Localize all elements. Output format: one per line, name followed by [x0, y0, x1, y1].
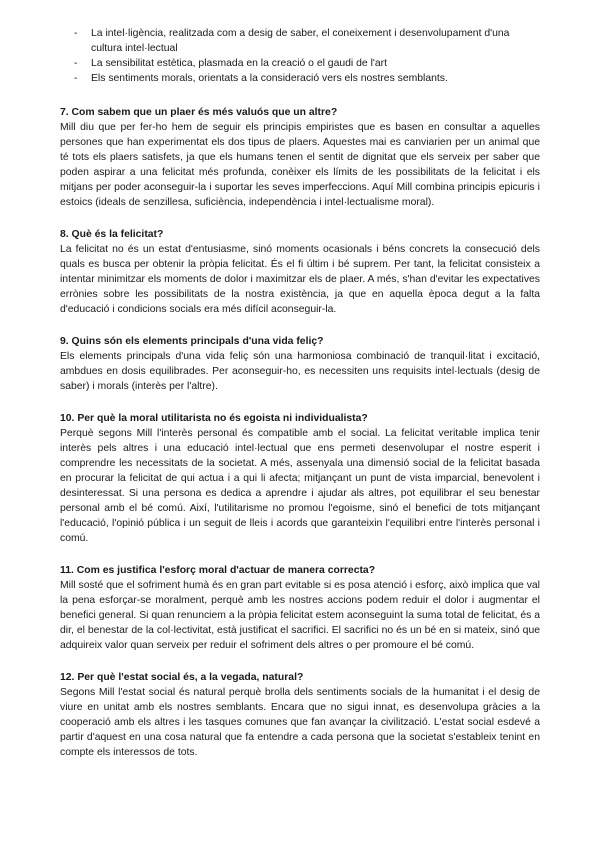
- section-question-11: [60, 563, 540, 653]
- section-heading: 10. Per què la moral utilitarista no és egoista ni individualista?: [60, 413, 368, 424]
- section-heading: 11. Com es justifica l'esforç moral d'actuar de manera correcta?: [60, 565, 376, 576]
- section-question-7: [60, 105, 540, 210]
- bullet-dash: -: [74, 58, 78, 69]
- bullet-list: [60, 26, 540, 86]
- section-heading: 9. Quins són els elements principals d'una vida feliç?: [60, 336, 324, 347]
- section-heading: 7. Com sabem que un plaer és més valuós que un altre?: [60, 107, 338, 118]
- section-question-12: [60, 670, 540, 760]
- section-question-10: [60, 411, 540, 546]
- section-heading: 8. Què és la felicitat?: [60, 229, 164, 240]
- list-item: [60, 56, 540, 71]
- section-body: Segons Mill l'estat social és natural perquè brolla dels sentiments socials de la humanitat i el desig de viure en unitat amb els nostres semblants. Encara que no sigui innat, es desenvolupa gràcies a la cooperació amb els altres i les tasques comunes que fan avançar la civilització. L'estat social esdevé a partir d'aquest en una cosa natural que fa entendre a cada persona que la societat s'estableix tenint en compte els interessos de tots.: [60, 687, 540, 758]
- bullet-text: La intel·ligència, realitzada com a desig de saber, el coneixement i desenvolupament d'una cultura intel·lectual: [91, 28, 510, 54]
- bullet-dash: -: [74, 73, 78, 84]
- section-body: Perquè segons Mill l'interès personal és compatible amb el social. La felicitat veritable implica tenir interès pels altres i una educació intel·lectual que ens permeti desenvolupar el nostre esperit i comprendre les necessitats de la societat. A més, assenyala una dimensió social de la felicitat basada en procurar la felicitat de qui actua i a qui li afecta; mitjançant un punt de vista imparcial, benevolent i desinteressat. Si una persona es dedica a aprendre i ajudar als altres, pot equilibrar el seu benestar personal amb el bé comú. Així, l'utilitarisme no promou l'egoisme, sinó el benefici de tots mitjançant l'educació, l'opinió pública i un seguit de lleis i acords que garanteixin l'equilibri entre l'interès personal i comú.: [60, 428, 540, 544]
- section-body: Mill sosté que el sofriment humà és en gran part evitable si es posa atenció i esforç, això implica que val la pena esforçar-se moralment, perquè amb les nostres accions podem reduir el dolor i augmentar el benefici general. Si quan renunciem a la pròpia felicitat estem aconseguint la suma total de felicitat, és a dir, el benestar de la col·lectivitat, està justificat el sacrifici. El sacrifici no és un bé en si mateix, sinó que adquireix valor quan serveix per reduir el sofriment dels altres o per promoure el bé comú.: [60, 580, 540, 651]
- bullet-text: Els sentiments morals, orientats a la consideració vers els nostres semblants.: [91, 73, 448, 84]
- section-body: Els elements principals d'una vida feliç són una harmoniosa combinació de tranquil·litat i excitació, ambdues en dosis equilibrades. Per aconseguir-ho, es necessiten uns requisits intel·lectuals (desig de saber) i morals (interès per l'altre).: [60, 351, 540, 392]
- list-item: [60, 26, 540, 56]
- section-question-8: [60, 227, 540, 317]
- section-heading: 12. Per què l'estat social és, a la vegada, natural?: [60, 672, 304, 683]
- section-question-9: [60, 334, 540, 394]
- bullet-dash: -: [74, 28, 78, 39]
- section-body: La felicitat no és un estat d'entusiasme, sinó moments ocasionals i béns concrets la consecució dels quals es busca per obtenir la pròpia felicitat. És el fi últim i bé suprem. Per tant, la felicitat consisteix a intentar minimitzar els moments de dolor i maximitzar els de plaer. A més, s'han d'evitar les expectatives errònies sobre les possibilitats de la nostra existència, ja que en aquella època degut a la falta d'educació i condicions socials era més difícil aconseguir-la.: [60, 244, 540, 315]
- bullet-text: La sensibilitat estètica, plasmada en la creació o el gaudi de l'art: [91, 58, 387, 69]
- section-body: Mill diu que per fer-ho hem de seguir els principis empiristes que es basen en consultar a aquelles persones que han experimentat els dos tipus de plaers. Aquestes mai es canviarien per un animal que té tots els plaers satisfets, ja que els humans tenen el sentit de dignitat que els serveix per saber que poden aspirar a una felicitat més profunda, conèixer els límits de les possibilitats de la felicitat i els mitjans per poder aconseguir-la i suportar les seves imperfeccions. Aquí Mill combina principis epicuris i estoics (ideals de senzillesa, suficiència, independència i intel·lectualisme moral).: [60, 122, 540, 208]
- list-item: [60, 71, 540, 86]
